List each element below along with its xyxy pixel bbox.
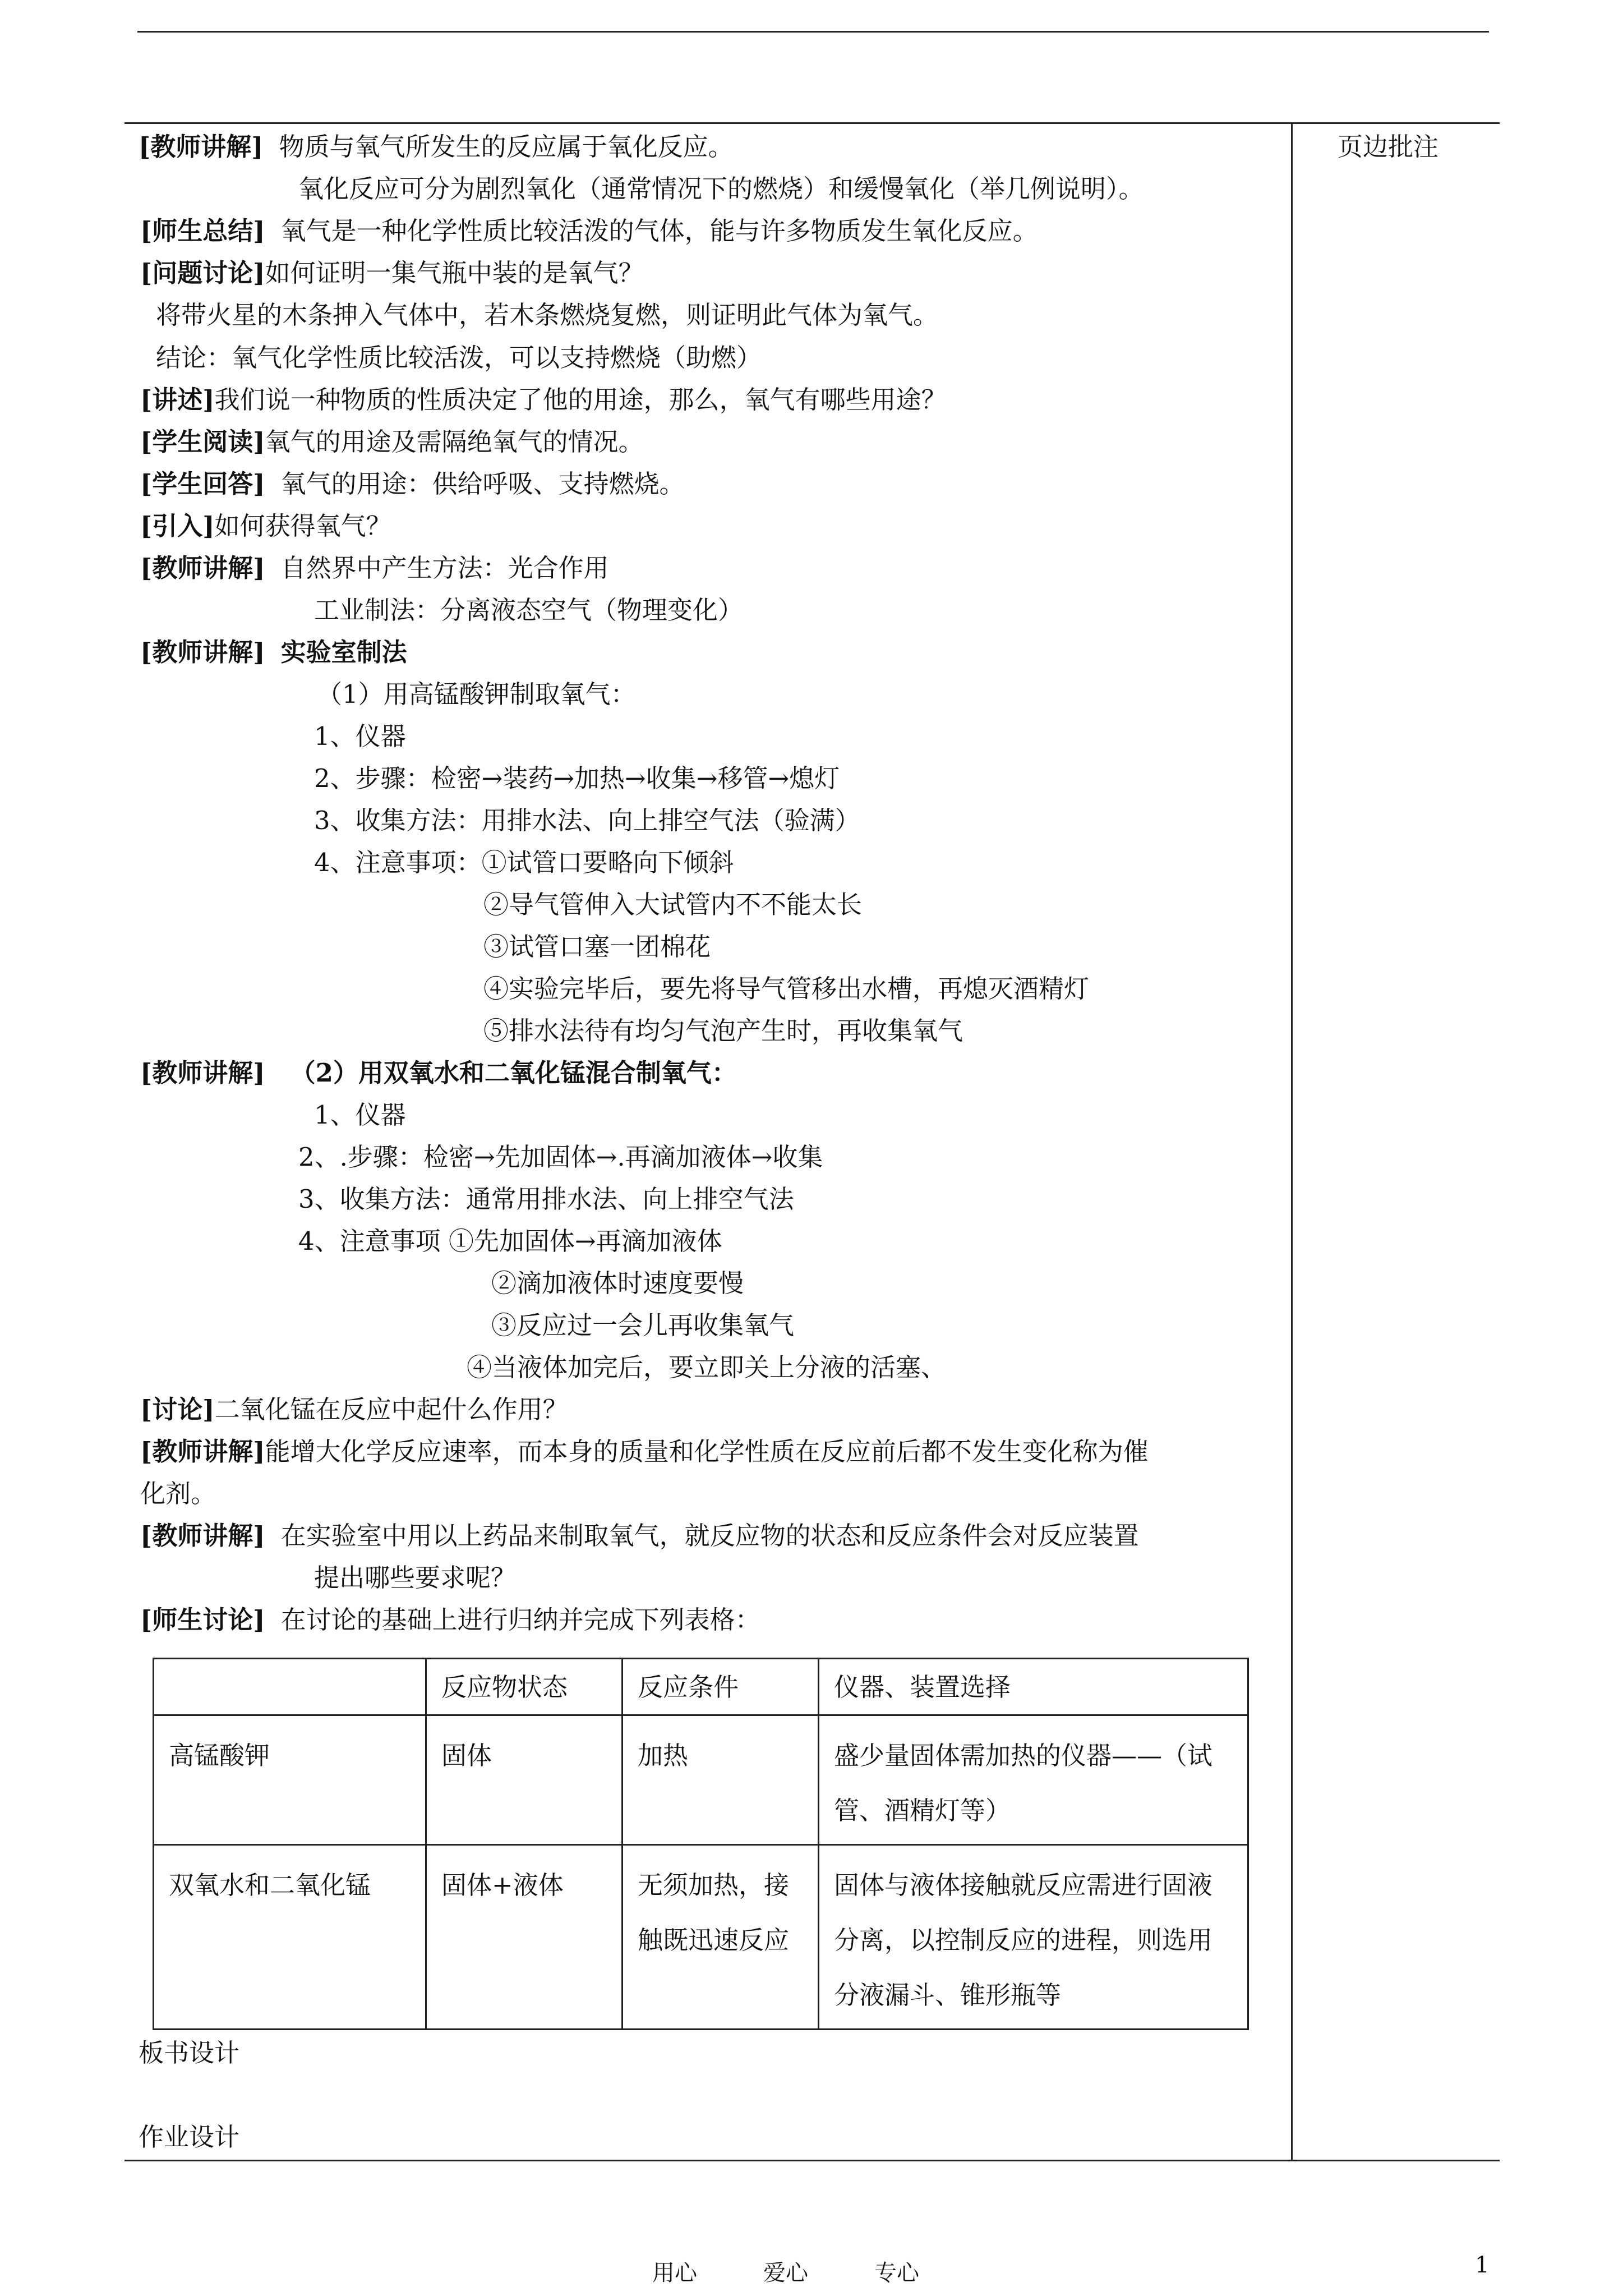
- text-line-23: [教师讲解] （2）用双氧水和二氧化锰混合制氧气：: [140, 1058, 737, 1088]
- text-line-14: （1）用高锰酸钾制取氧气：: [317, 679, 636, 709]
- text-line-6: 结论：氧气化学性质比较活泼，可以支持燃烧（助燃）: [156, 343, 762, 372]
- footer-word-2: 爱心: [763, 2260, 808, 2286]
- text-line-20: ③试管口塞一团棉花: [483, 932, 711, 961]
- text-line-4: [问题讨论]如何证明一集气瓶中装的是氧气？: [140, 258, 644, 288]
- table-header-row: [154, 1659, 1248, 1715]
- text-line-27: 4、注意事项 ①先加固体→再滴加液体: [298, 1226, 722, 1256]
- text-line-8: [学生阅读]氧气的用途及需隔绝氧气的情况。: [140, 427, 644, 457]
- table-cell: 固体与液体接触就反应需进行固液分离，以控制反应的进程，则选用分液漏斗、锥形瓶等: [819, 1845, 1248, 2030]
- table-row: [154, 1845, 1248, 2030]
- text-line-36: [师生讨论] 在讨论的基础上进行归纳并完成下列表格：: [140, 1605, 760, 1635]
- table-cell: 高锰酸钾: [154, 1715, 426, 1845]
- text-line-24: 1、仪器: [314, 1100, 406, 1130]
- table-header-cell: [154, 1659, 426, 1715]
- text-line-7: [讲述]我们说一种物质的性质决定了他的用途，那么，氧气有哪些用途？: [140, 385, 947, 415]
- table-header-cell: 反应物状态: [426, 1659, 623, 1715]
- text-line-32: [教师讲解]能增大化学反应速率，而本身的质量和化学性质在反应前后都不发生变化称为催: [140, 1437, 1149, 1466]
- table-header-cell: 仪器、装置选择: [819, 1659, 1248, 1715]
- text-line-16: 2、步骤：检密→装药→加热→收集→移管→熄灯: [314, 763, 840, 793]
- table-cell: 双氧水和二氧化锰: [154, 1845, 426, 2030]
- table-cell: 盛少量固体需加热的仪器——（试管、酒精灯等）: [819, 1715, 1248, 1845]
- frame-top-line: [125, 122, 1500, 124]
- frame-bottom-line: [125, 2160, 1500, 2161]
- text-line-29: ③反应过一会儿再收集氧气: [491, 1310, 795, 1340]
- text-line-2: 氧化反应可分为剧烈氧化（通常情况下的燃烧）和缓慢氧化（举几例说明）。: [298, 174, 1144, 204]
- margin-divider: [1291, 122, 1293, 2160]
- text-line-15: 1、仪器: [314, 721, 406, 751]
- text-line-19: ②导气管伸入大试管内不不能太长: [483, 890, 863, 919]
- table-cell: 无须加热，接触既迅速反应: [623, 1845, 819, 2030]
- page-number: 1: [1475, 2252, 1490, 2278]
- top-rule: [137, 31, 1489, 33]
- text-line-28: ②滴加液体时速度要慢: [491, 1268, 744, 1298]
- summary-table: [153, 1658, 1249, 2030]
- table-header-cell: 反应条件: [623, 1659, 819, 1715]
- table-cell: 固体+液体: [426, 1845, 623, 2030]
- text-line-13: [教师讲解] 实验室制法: [140, 637, 407, 667]
- footer-word-3: 专心: [874, 2260, 919, 2286]
- text-line-1: [教师讲解] 物质与氧气所发生的反应属于氧化反应。: [139, 132, 734, 162]
- footer-word-1: 用心: [652, 2260, 697, 2286]
- text-line-34: [教师讲解] 在实验室中用以上药品来制取氧气，就反应物的状态和反应条件会对反应装置: [140, 1521, 1139, 1550]
- text-line-12: 工业制法：分离液态空气（物理变化）: [314, 595, 744, 625]
- text-line-35: 提出哪些要求呢？: [314, 1563, 517, 1593]
- text-line-10: [引入]如何获得氧气？: [140, 511, 391, 541]
- board-design-label: 板书设计: [139, 2038, 240, 2068]
- table-cell: 加热: [623, 1715, 819, 1845]
- text-line-18: 4、注意事项：①试管口要略向下倾斜: [314, 848, 734, 877]
- homework-design-label: 作业设计: [139, 2122, 240, 2152]
- text-line-25: 2、.步骤：检密→先加固体→.再滴加液体→收集: [298, 1142, 823, 1172]
- text-line-33: 化剂。: [140, 1479, 216, 1508]
- text-line-22: ⑤排水法待有均匀气泡产生时，再收集氧气: [483, 1016, 963, 1046]
- text-line-31: [讨论]二氧化锰在反应中起什么作用？: [140, 1395, 568, 1424]
- text-line-17: 3、收集方法：用排水法、向上排空气法（验满）: [314, 806, 860, 835]
- text-line-21: ④实验完毕后，要先将导气管移出水槽，再熄灭酒精灯: [483, 974, 1090, 1004]
- table-cell: 固体: [426, 1715, 623, 1845]
- text-line-11: [教师讲解] 自然界中产生方法：光合作用: [140, 553, 609, 583]
- text-line-3: [师生总结] 氧气是一种化学性质比较活泼的气体，能与许多物质发生氧化反应。: [140, 216, 1038, 246]
- text-line-26: 3、收集方法：通常用排水法、向上排空气法: [298, 1184, 794, 1214]
- margin-notes-label: 页边批注: [1338, 132, 1439, 162]
- text-line-9: [学生回答] 氧气的用途：供给呼吸、支持燃烧。: [140, 469, 685, 499]
- text-line-30: ④当液体加完后，要立即关上分液的活塞、: [467, 1352, 947, 1382]
- table-row: [154, 1715, 1248, 1845]
- text-line-5: 将带火星的木条抻入气体中，若木条燃烧复燃，则证明此气体为氧气。: [156, 300, 939, 330]
